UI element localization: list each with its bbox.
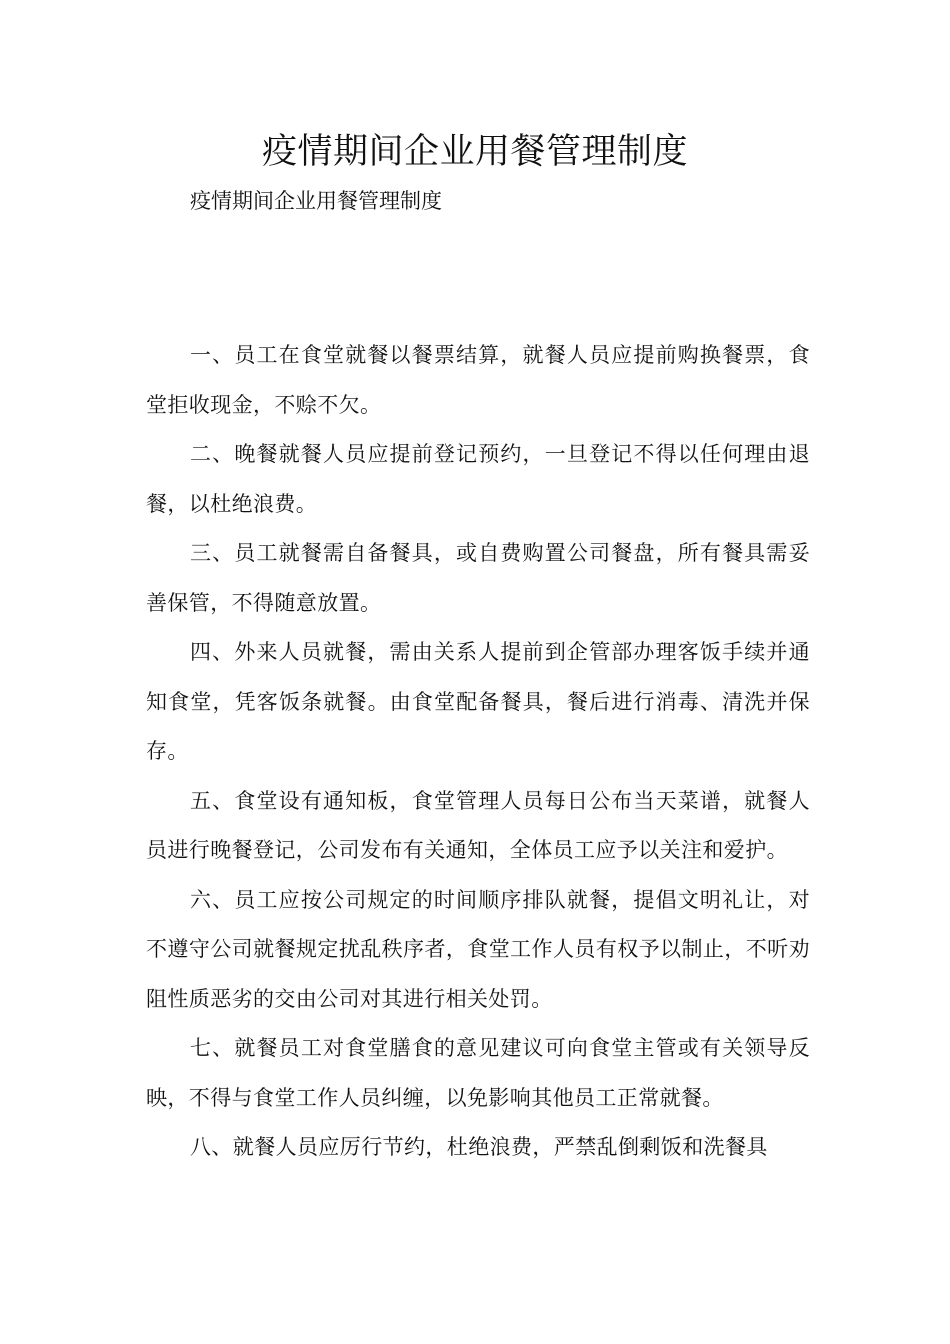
document-title: 疫情期间企业用餐管理制度 xyxy=(261,132,688,172)
paragraph-6: 六、员工应按公司规定的时间顺序排队就餐，提倡文明礼让，对不遵守公司就餐规定扰乱秩序者，食堂工作人员有权予以制止，不听劝阻性质恶劣的交由公司对其进行相关处罚。 xyxy=(146,887,810,1011)
paragraph-8: 八、就餐人员应厉行节约，杜绝浪费，严禁乱倒剩饭和洗餐具 xyxy=(190,1135,768,1159)
paragraph-4: 四、外来人员就餐，需由关系人提前到企管部办理客饭手续并通知食堂，凭客饭条就餐。由食堂配备餐具，餐后进行消毒、清洗并保存。 xyxy=(146,640,810,763)
paragraph-1: 一、员工在食堂就餐以餐票结算，就餐人员应提前购换餐票，食堂拒收现金，不赊不欠。 xyxy=(146,343,810,417)
document-body xyxy=(146,331,810,1173)
document-subtitle: 疫情期间企业用餐管理制度 xyxy=(190,189,442,213)
paragraph-5: 五、食堂设有通知板，食堂管理人员每日公布当天菜谱，就餐人员进行晚餐登记，公司发布有关通知，全体员工应予以关注和爱护。 xyxy=(146,788,810,862)
paragraph-7: 七、就餐员工对食堂膳食的意见建议可向食堂主管或有关领导反映，不得与食堂工作人员纠缠，以免影响其他员工正常就餐。 xyxy=(146,1036,810,1110)
paragraph-3: 三、员工就餐需自备餐具，或自费购置公司餐盘，所有餐具需妥善保管，不得随意放置。 xyxy=(146,541,810,615)
paragraph-2: 二、晚餐就餐人员应提前登记预约，一旦登记不得以任何理由退餐，以杜绝浪费。 xyxy=(146,442,810,516)
